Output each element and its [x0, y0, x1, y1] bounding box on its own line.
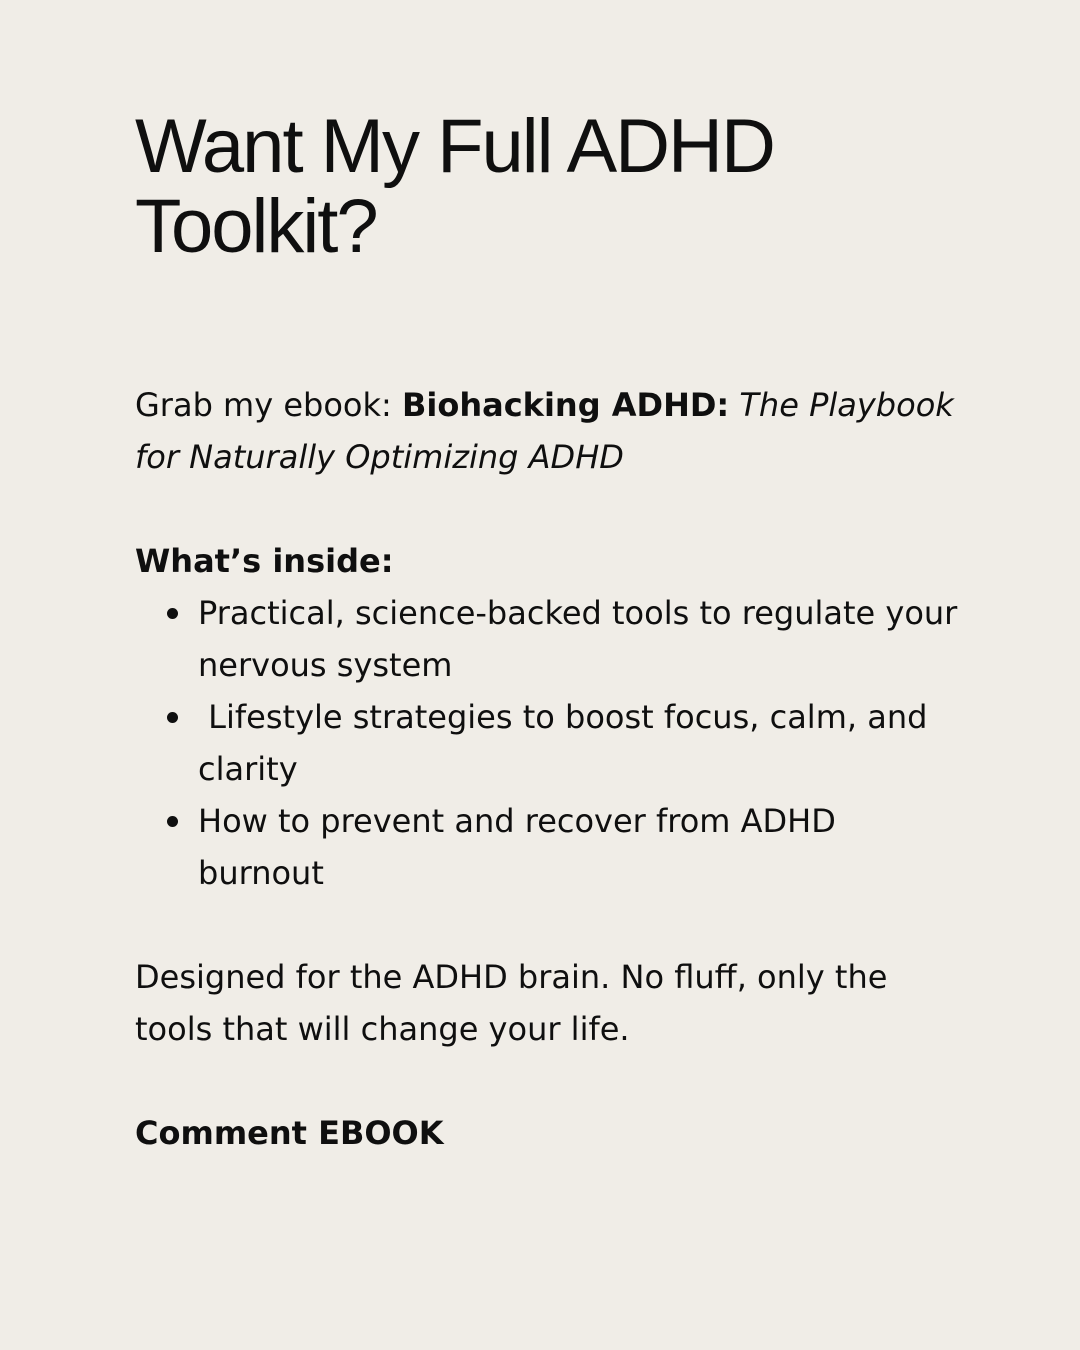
ebook-intro [135, 379, 955, 483]
call-to-action: Comment EBOOK [135, 1114, 444, 1152]
list-item-text: Lifestyle strategies to boost focus, calm, and clarity [198, 698, 938, 788]
closing-text: Designed for the ADHD brain. No fluff, only the tools that will change your life. [135, 958, 888, 1048]
bullet-icon [167, 816, 178, 827]
bullet-icon [167, 608, 178, 619]
list-item [198, 691, 958, 795]
bullet-icon [167, 712, 178, 723]
list-item-text: How to prevent and recover from ADHD burnout [198, 802, 847, 892]
whats-inside-label: What’s inside: [135, 542, 394, 580]
whats-inside-list [135, 587, 968, 899]
list-item [198, 587, 968, 691]
ebook-subtitle: The Playbook for Naturally Optimizing ADHD [135, 386, 954, 476]
headline: Want My Full ADHD Toolkit? [135, 104, 774, 269]
ebook-title: Biohacking ADHD: [401, 386, 730, 424]
list-item-text: Practical, science-backed tools to regulate your nervous system [198, 594, 968, 684]
intro-lead: Grab my ebook: [135, 386, 402, 424]
list-item [198, 795, 958, 899]
